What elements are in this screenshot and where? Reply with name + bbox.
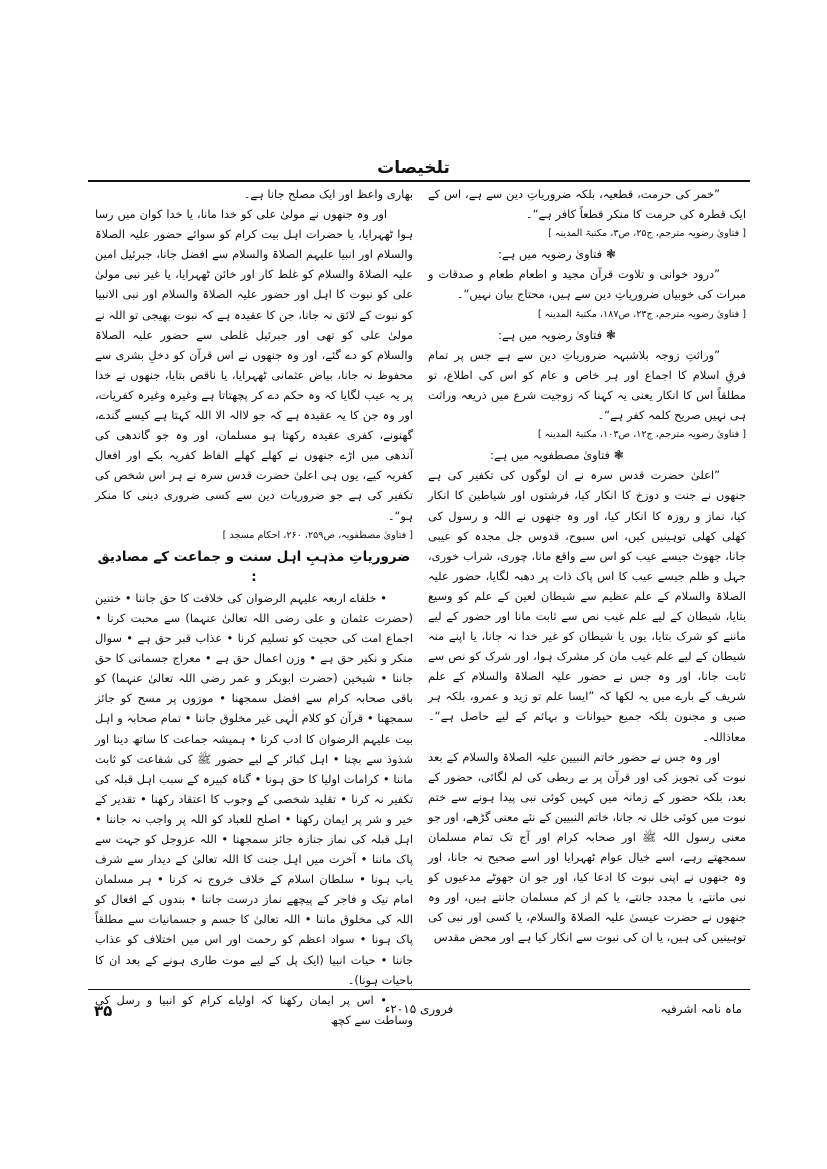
quote-source-label: فتاویٰ رضویہ میں ہے: xyxy=(498,327,603,342)
asterisk-bullet-icon: ❃ xyxy=(602,247,616,262)
footer-magazine-name: ماہ نامہ اشرفیہ xyxy=(660,1002,742,1016)
asterisk-bullet-icon: ❃ xyxy=(602,327,616,342)
paragraph: ”وراثتِ زوجہ بلاشبہہ ضروریاتِ دین سے ہے جس پر تمام فرقِ اسلام کا اجماع اور ہر خاص و عام کو اس کی اطلاع، تو مطلقاً اس کا انکار یعنی یہ کہنا کہ زوجیت شرع میں ذریعہ وراثت ہی نہیں صریح کلمہ کفر ہے“۔ xyxy=(428,347,746,423)
footer-rule xyxy=(88,989,750,990)
paragraph: ”اعلیٰ حضرت قدس سرہ نے ان لوگوں کی تکفیر کی ہے جنھوں نے جنت و دوزخ کا انکار کیا، فرشتوں اور شیاطین کا انکار کیا، نماز و روزہ کا انکار کیا، اور وہ جنھوں نے اللہ و رسول کی کھلی کھلی توہینیں کیں، اس سبوح، قدوس جل مجدہ کو عیبی جانا، جھوٹ جیسے عیب کو اس سے واقع مانا، چوری، شراب خوری، جہل و ظلم جیسے عیب کا اس پاک ذات پر دھبہ لگایا، حضور علیہ الصلاۃ والسلام کے علم عظیم سے شیطان لعین کے علم کو وسیع بتایا، شیطان کے لیے علم غیب نص سے ثابت مانا اور حضور کے لیے ماننے کو شرک بتایا، یوں یا شیطان کو غیر خدا نہ جانا، یا اپنے منہ شیطان کے لیے علم غیب مان کر مشرک ہوا، اور شرک کو نص سے ثابت جانا، اور وہ جس نے حضور علیہ الصلاۃ والسلام کے علم شریف کے بارے میں یہ لکھا کہ ”ایسا علم تو زید و عمرو، بلکہ ہر صبی و مجنون بلکہ جمیع حیوانات و بہائم کے لیے حاصل ہے“۔ معاذاللہ۔ xyxy=(428,468,746,744)
right-column xyxy=(428,184,746,948)
quote-source-heading xyxy=(428,244,746,264)
paragraph-continuation: بھاری واعظ اور ایک مصلح جانا ہے۔ xyxy=(243,187,413,201)
citation-reference: [ فتاویٰ رضویہ مترجم، ج۱۲، ص۱۰۳، مکتبۃ المدینہ ] xyxy=(537,429,746,441)
paragraph: اور وہ جنھوں نے مولیٰ علی کو خدا مانا، یا خدا کوان میں رسا ہوا ٹھہرایا، یا حضرات اہل بیت کرام کو سوائے حضور علیہ الصلاۃ والسلام اور انبیا علیہم الصلاۃ والسلام سے افضل جانا، جبرئیل امین علیہ الصلاۃ والسلام کو غلط کار اور خائن ٹھہرایا، یا غیر نبی مولیٰ علی کو نبوت کا اہل اور حضور علیہ الصلاۃ والسلام اور نبی الانبیا کو نبوت کے لائق نہ جانا، جن کا عقیدہ ہے کہ نبوت بھیجی تو اللہ نے مولیٰ علی کو تھی اور جبرئیل غلطی سے حضور علیہ الصلاۃ والسلام کو دے گئے، اور وہ جنھوں نے اس قرآن کو دخلِ بشری سے محفوظ نہ جانا، بیاض عثمانی ٹھہرایا، یا ناقص بتایا، جنھوں نے خدا پر یہ عیب لگایا کہ وہ حکم دے کر پچھتاتا ہے وغیرہ وغیرہ کفریات، اور وہ جن کا یہ عقیدہ ہے کہ جو لاالہ الا اللہ کہتا ہے کیسے گندے، گھنونے، کفری عقیدہ رکھتا ہو مسلمان، اور وہ جو گاندھی کی آندھی میں اڑے جنھوں نے کھلے کھلے الفاظ کفریہ بکے اور افعال کفریہ کیے، یوں ہی اعلیٰ حضرت قدس سرہ نے ہر اس شخص کی تکفیر کی ہے جو ضروریات دین سے کسی ضروری دینی کا منکر ہو“۔ xyxy=(95,207,413,523)
paragraph: اور وہ جس نے حضور خاتم النبیین علیہ الصلاۃ والسلام کے بعد نبوت کی تجویز کی اور قرآن پر بے ربطی کی لم لگائی، حضور کے بعد، بلکہ حضور کے زمانہ میں کہیں کوئی نبی پیدا ہونے سے ختم نبوت میں کوئی خلل نہ جانا، خاتم النبیین کے نئے معنی گڑھے، اور جو معنی رسول اللہ ﷺ اور صحابہ کرام اور آج تک تمام مسلمان سمجھتے رہے، اسے خیال عوام ٹھہرایا اور اسے صحیح نہ جانا، اور وہ جنھوں نے اپنی نبوت کا ادعا کیا، اور جو ان جھوٹے مدعیوں کو نبی مانتے، یا مجدد جانتے، یا کم از کم مسلمان جانتے ہیں، اور وہ جنھوں نے حضرت عیسیٰ علیہ الصلاۃ والسلام، یا کسی اور نبی کی توہینیں کی ہیں، یا ان کی نبوت سے انکار کیا ہے اور محض مقدس xyxy=(428,749,746,945)
quote-source-heading xyxy=(428,325,746,345)
left-column xyxy=(95,184,413,1030)
citation-reference: [ فتاویٰ رضویہ مترجم، ج۲۳، ص۱۸۷، مکتبۃ المدینہ ] xyxy=(537,308,746,320)
paragraph: • اس پر ایمان رکھنا کہ اولیاے کرام کو انبیا و رسل کی وساطت سے کچھ xyxy=(95,992,413,1027)
citation-reference: [ فتاویٰ مصطفویہ، ص۲۵۹، ۲۶۰، احکام مسجد ] xyxy=(222,529,413,541)
quote-source-label: فتاویٰ رضویہ میں ہے: xyxy=(498,247,603,262)
running-header-title: تلخیصات xyxy=(377,158,450,178)
page-footer xyxy=(88,1002,750,1026)
paragraph: ”درود خوانی و تلاوت قرآن مجید و اطعام طعام و صدقات و مبرات کی خوبیاں ضروریاتِ دین سے ہیں، محتاج بیان نہیں“۔ xyxy=(428,267,746,302)
footer-issue-date: فروری ۲۰۱۵ء xyxy=(384,1002,454,1016)
quote-source-heading xyxy=(428,445,746,465)
citation-reference: [ فتاویٰ رضویہ مترجم، ج۲۵، ص۳، مکتبۃ المدینہ ] xyxy=(548,228,746,240)
paragraph: ”خمر کی حرمت، قطعیہ، بلکہ ضروریاتِ دین سے ہے، اس کے ایک قطرہ کی حرمت کا منکر قطعاً کافر ہے“۔ xyxy=(428,187,746,222)
asterisk-bullet-icon: ❃ xyxy=(609,448,624,463)
quote-source-label: فتاویٰ مصطفویہ میں ہے: xyxy=(490,448,610,463)
header-rule xyxy=(88,180,750,182)
paragraph: • خلفاے اربعہ علیہم الرضوان کی خلافت کا حق جاننا • ختنین (حضرت عثمان و علی رضی اللہ تعالیٰ عنہما) سے محبت کرنا • اجماع امت کی حجیت کو تسلیم کرنا • عذاب قبر حق ہے • سوال منکر و نکیر حق ہے • وزن اعمال حق ہے • معراج جسمانی کا حق جاننا • شیخین (حضرت ابوبکر و عمر رضی اللہ تعالیٰ عنہما) کو باقی صحابہ کرام سے افضل سمجھنا • موزوں پر مسح کو جائز سمجھنا • قرآن کو کلام الٰہی غیر مخلوق جاننا • تمام صحابہ و اہل بیت علیہم الرضوان کا ادب کرنا • ہمیشہ جماعت کا ساتھ دینا اور شذوذ سے بچنا • اہل کبائر کے لیے حضور ﷺ کی شفاعت کو ثابت ماننا • کرامات اولیا کا حق ہونا • گناہ کبیرہ کے سبب اہل قبلہ کی تکفیر نہ کرنا • تقلید شخصی کے وجوب کا اعتقاد رکھنا • تقدیر کے خیر و شر پر ایمان رکھنا • اصلح للعباد کو اللہ پر واجب نہ جاننا • اہل قبلہ کی نماز جنازہ جائز سمجھنا • اللہ عزوجل کو جہت سے پاک ماننا • آخرت میں اہل جنت کا اللہ تعالیٰ کے دیدار سے شرف یاب ہونا • سلطان اسلام کے خلاف خروج نہ کرنا • ہر مسلمان امام نیک و فاجر کے پیچھے نماز درست جاننا • بندوں کے افعال کو اللہ کی مخلوق ماننا • اللہ تعالیٰ کا جسم و جسمانیات سے مطلقاً پاک ہونا • سواد اعظم کو رحمت اور اس میں اختلاف کو عذاب جاننا • حیات انبیا (ایک پل کے لیے موت طاری ہونے کے بعد ان کا باحیات ہونا)۔ xyxy=(95,590,413,987)
footer-page-number: ۳۵ xyxy=(94,1002,113,1020)
section-heading: ضروریاتِ مذہبِ اہل سنت و جماعت کے مصادیق : xyxy=(97,548,411,585)
